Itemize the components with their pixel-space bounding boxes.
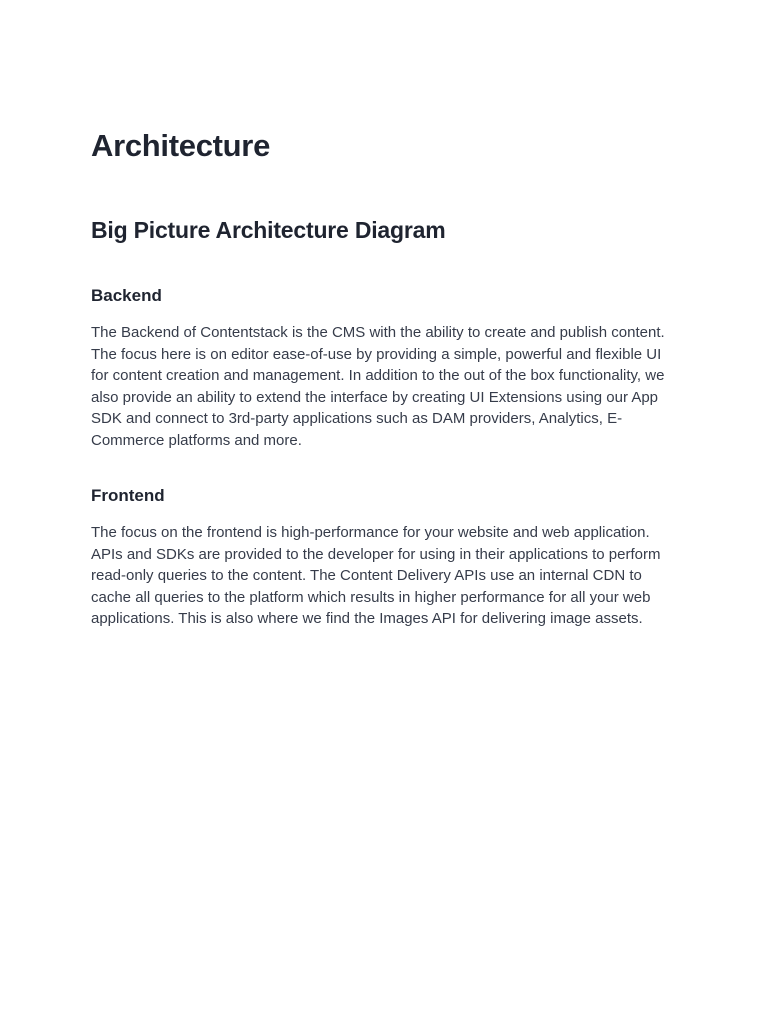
frontend-heading: Frontend xyxy=(91,486,165,505)
page-title: Architecture xyxy=(91,128,271,163)
backend-paragraph: The Backend of Contentstack is the CMS with the ability to create and publish content. The focus here is on editor ease-of-use by providing a simple, powerful and flexible UI for content creation and management. In addition to the out of the box functionality, we also provide an ability to extend the interface by creating UI Extensions using our App SDK and connect to 3rd-party applications such as DAM providers, Analytics, E-Commerce platforms and more. xyxy=(91,324,665,449)
backend-heading: Backend xyxy=(91,286,162,305)
frontend-paragraph: The focus on the frontend is high-performance for your website and web application. APIs and SDKs are provided to the developer for using in their applications to perform read-only queries to the content. The Content Delivery APIs use an internal CDN to cache all queries to the platform which results in higher performance for all your web applications. This is also where we find the Images API for delivering image assets. xyxy=(91,524,661,627)
section-title: Big Picture Architecture Diagram xyxy=(91,217,446,243)
